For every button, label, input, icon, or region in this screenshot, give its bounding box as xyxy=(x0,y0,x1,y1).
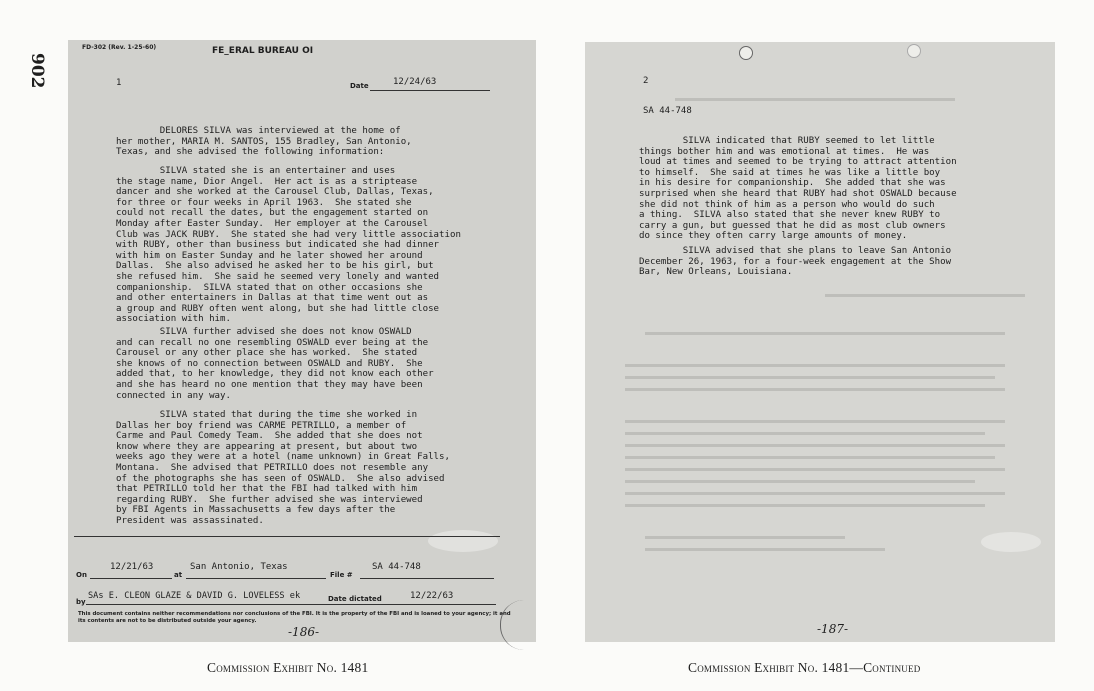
paragraph-1: SILVA indicated that RUBY seemed to let little things bother him and was emotional at times. He was loud at times and seemed to be trying to attract attention to himself. She said at times he was like a little boy in his desire for companionship. She added that she was surprised when she heard that RUBY had shot OSWALD because she did not think of him as a person who would do such a thing. SILVA also stated that she never knew RUBY to carry a gun, but guessed that he did as most club owners do since they often carry large amounts of money. xyxy=(639,136,957,242)
dictated-value: 12/22/63 xyxy=(410,591,454,601)
at-label: at xyxy=(174,571,183,579)
fbi-report-page-1 xyxy=(68,40,536,642)
date-value: 12/24/63 xyxy=(393,77,437,87)
file-label: File # xyxy=(330,571,353,579)
bureau-header: FE_ERAL BUREAU OI xyxy=(212,46,314,56)
file-value: SA 44-748 xyxy=(372,562,421,572)
dictated-label: Date dictated xyxy=(328,595,382,603)
paragraph-2: SILVA advised that she plans to leave San Antonio December 26, 1963, for a four-week engagement at the Show Bar, New Orleans, Louisiana. xyxy=(639,246,952,278)
page-no: 1 xyxy=(116,78,122,88)
handwritten-page-number: -186- xyxy=(288,625,320,639)
caption-right: Commission Exhibit No. 1481—Continued xyxy=(688,660,921,675)
caption-left: Commission Exhibit No. 1481 xyxy=(207,660,369,675)
on-label: On xyxy=(76,571,87,579)
by-value: SAs E. CLEON GLAZE & DAVID G. LOVELESS ek xyxy=(88,591,301,601)
handwritten-page-number: -187- xyxy=(817,622,849,636)
on-value: 12/21/63 xyxy=(110,562,154,572)
punch-hole xyxy=(907,44,921,58)
date-label: Date xyxy=(350,82,369,90)
by-label: by xyxy=(76,598,86,606)
paragraph-3: SILVA further advised she does not know OSWALD and can recall no one resembling OSWALD ever being at the Carousel or any other place she has worked. She stated she knows of no connection between OSWALD and RUBY. She added that, to her knowledge, they did not know each other and she has heard no one mention that they may have been connected in any way. xyxy=(116,327,434,401)
at-value: San Antonio, Texas xyxy=(190,562,288,572)
page-number: 902 xyxy=(27,53,47,89)
paragraph-1: DELORES SILVA was interviewed at the home of her mother, MARIA M. SANTOS, 155 Bradley, San Antonio, Texas, and she advised the following information: xyxy=(116,126,412,158)
file-reference: SA 44-748 xyxy=(643,106,692,116)
form-number: FD-302 (Rev. 1-25-60) xyxy=(82,44,157,51)
paragraph-2: SILVA stated she is an entertainer and uses the stage name, Dior Angel. Her act is as a striptease dancer and she worked at the Carousel Club, Dallas, Texas, for three or four weeks in April 1963. She stated she could not recall the dates, but the engagement started on Monday after Easter Sunday. Her employer at the Carousel Club was JACK RUBY. She stated she had very little association with RUBY, other than business but indicated she had dinner with him on Easter Sunday and he later showed her around Dallas. She also advised he asked her to be his girl, but she refused him. She said he seemed very lonely and wanted companionship. SILVA stated that on other occasions she and other entertainers in Dallas at that time went out as a group and RUBY often went along, but she had little close association with him. xyxy=(116,166,461,325)
fbi-report-page-2 xyxy=(585,42,1055,642)
footer-note: This document contains neither recommendations nor conclusions of the FBI. It is the property of the FBI and is loaned to your agency; it and its contents are not to be distributed outside your agency. xyxy=(78,611,511,624)
punch-hole xyxy=(739,46,753,60)
page-no: 2 xyxy=(643,76,649,86)
paragraph-4: SILVA stated that during the time she worked in Dallas her boy friend was CARME PETRILLO, a member of Carme and Paul Comedy Team. She added that she does not know where they are appearing at present, but about two weeks ago they were at a hotel (name unknown) in Great Falls, Montana. She advised that PETRILLO does not resemble any of the photographs she has seen of OSWALD. She also advised that PETRILLO told her that the FBI had talked with him regarding RUBY. She further advised she was interviewed by FBI Agents in Massachusetts a few days after the President was assassinated. xyxy=(116,410,450,526)
